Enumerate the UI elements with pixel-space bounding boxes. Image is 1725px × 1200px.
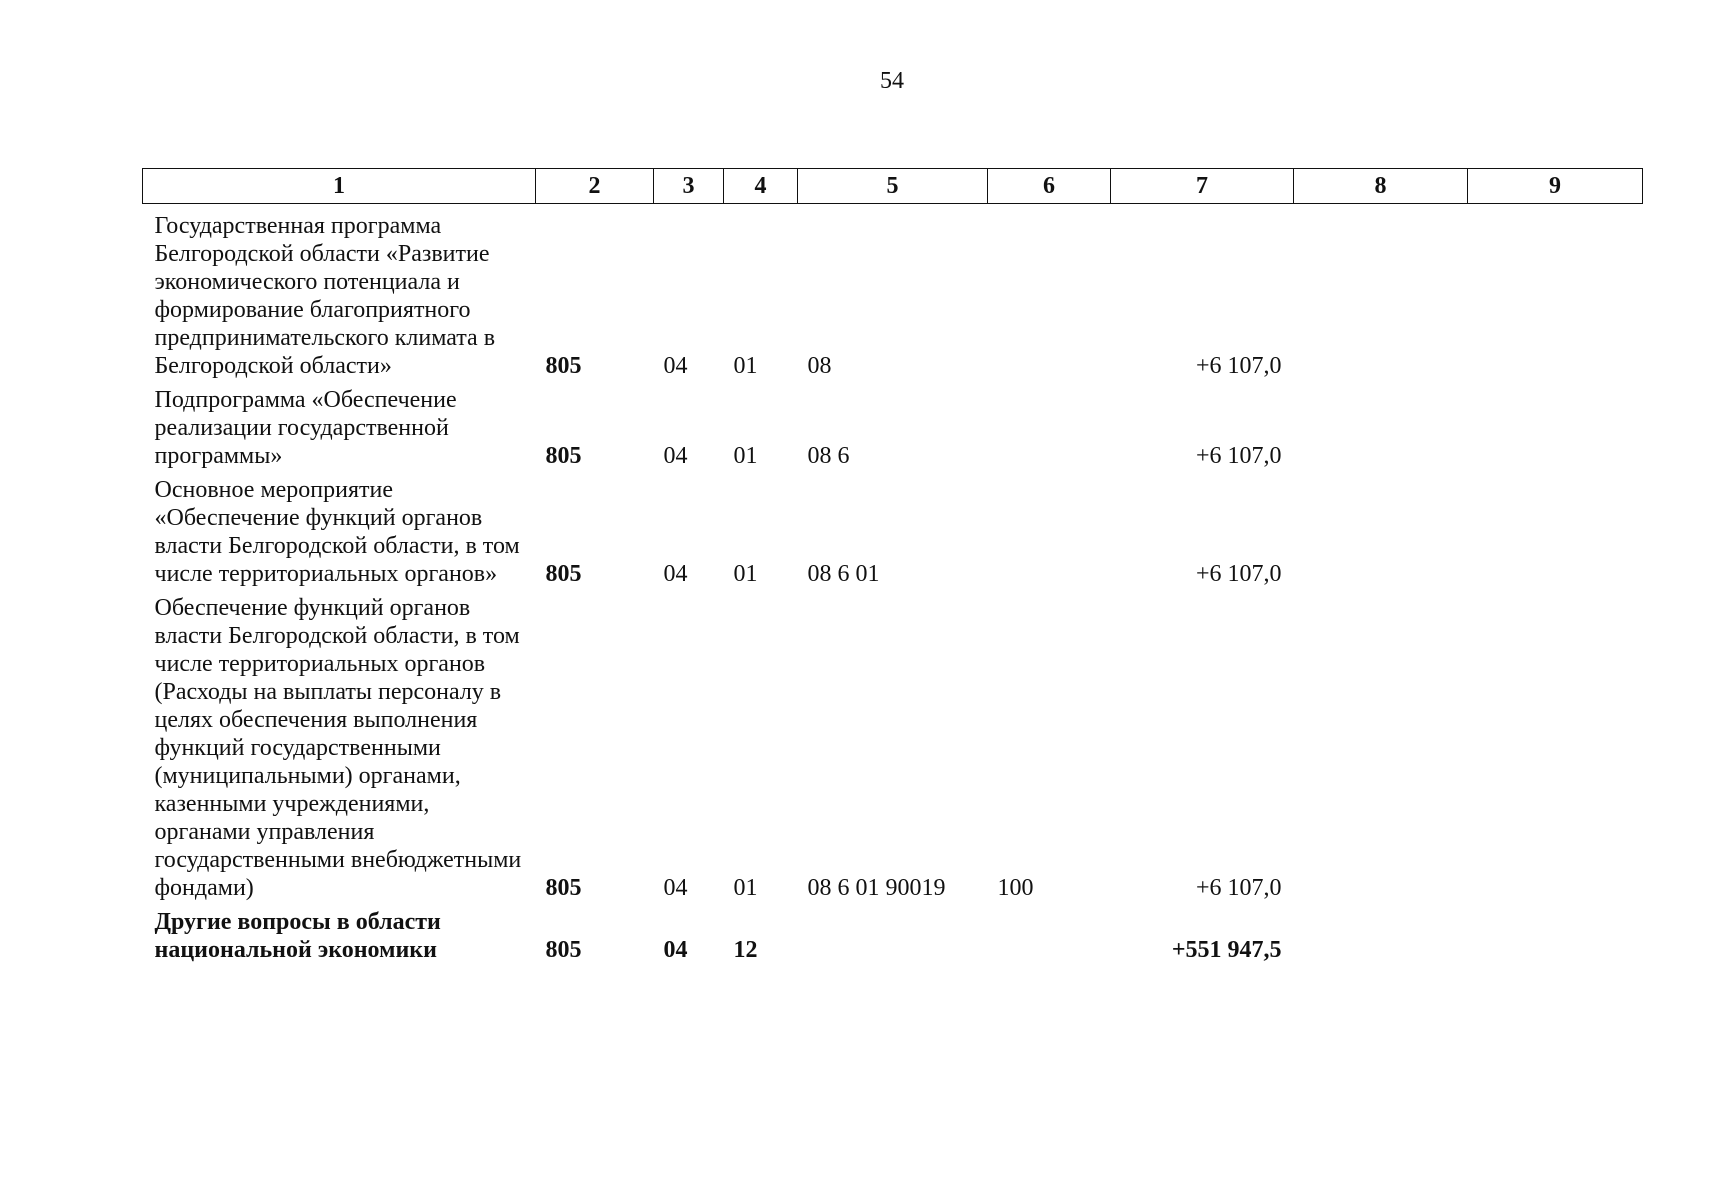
col-header-5: 5 <box>798 169 988 204</box>
row-c8 <box>1294 472 1468 590</box>
row-c8 <box>1294 590 1468 904</box>
row-c7: +6 107,0 <box>1195 875 1282 901</box>
row-c6 <box>988 904 1111 966</box>
table-row <box>143 904 1643 966</box>
row-c2: 805 <box>545 353 582 379</box>
row-c4: 01 <box>733 353 758 379</box>
row-c3: 04 <box>663 937 688 963</box>
table-row <box>143 590 1643 904</box>
page-number: 54 <box>880 68 904 94</box>
col-header-6: 6 <box>988 169 1111 204</box>
col-header-9: 9 <box>1468 169 1643 204</box>
row-c5: 08 6 01 <box>807 561 880 587</box>
row-c3: 04 <box>663 875 688 901</box>
row-name: Другие вопросы в области национальной экономики <box>154 909 441 963</box>
budget-table <box>142 168 1643 966</box>
row-c5: 08 <box>807 353 832 379</box>
row-c8 <box>1294 904 1468 966</box>
row-c8 <box>1294 382 1468 472</box>
row-c3: 04 <box>663 443 688 469</box>
row-c9 <box>1468 590 1643 904</box>
row-name: Подпрограмма «Обеспечение реализации государственной программы» <box>154 387 457 469</box>
row-c9 <box>1468 204 1643 383</box>
row-c4: 01 <box>733 443 758 469</box>
row-c2: 805 <box>545 561 582 587</box>
table-row <box>143 382 1643 472</box>
col-header-7: 7 <box>1111 169 1294 204</box>
table-row <box>143 472 1643 590</box>
row-c8 <box>1294 204 1468 383</box>
row-c2: 805 <box>545 875 582 901</box>
row-c5 <box>798 904 988 966</box>
row-c7: +6 107,0 <box>1195 561 1282 587</box>
row-c9 <box>1468 382 1643 472</box>
row-c4: 01 <box>733 875 758 901</box>
row-c9 <box>1468 904 1643 966</box>
row-c5: 08 6 01 90019 <box>807 875 946 901</box>
col-header-8: 8 <box>1294 169 1468 204</box>
row-c6: 100 <box>997 875 1034 901</box>
row-c7: +551 947,5 <box>1171 937 1282 963</box>
row-c5: 08 6 <box>807 443 850 469</box>
row-name: Основное мероприятие «Обеспечение функций органов власти Белгородской области, в том числе территориальных органов» <box>154 477 520 587</box>
row-name: Обеспечение функций органов власти Белгородской области, в том числе территориальных органов (Расходы на выплаты персоналу в целях обеспечения выполнения функций государственными (муниципальными) органами, казенными учреждениями, органами управления государственными внебюджетными фондами) <box>154 595 522 901</box>
row-c6 <box>988 382 1111 472</box>
row-c2: 805 <box>545 443 582 469</box>
row-c3: 04 <box>663 561 688 587</box>
col-header-4: 4 <box>724 169 798 204</box>
row-c6 <box>988 204 1111 383</box>
row-c7: +6 107,0 <box>1195 353 1282 379</box>
row-c4: 12 <box>733 937 758 963</box>
row-c3: 04 <box>663 353 688 379</box>
row-c9 <box>1468 472 1643 590</box>
col-header-3: 3 <box>654 169 724 204</box>
row-c2: 805 <box>545 937 582 963</box>
header-row <box>143 169 1643 204</box>
row-c4: 01 <box>733 561 758 587</box>
row-c7: +6 107,0 <box>1195 443 1282 469</box>
row-c6 <box>988 472 1111 590</box>
col-header-1: 1 <box>143 169 536 204</box>
row-name: Государственная программа Белгородской области «Развитие экономического потенциала и формирование благоприятного предпринимательского климата в Белгородской области» <box>154 213 496 379</box>
col-header-2: 2 <box>536 169 654 204</box>
table-row <box>143 204 1643 383</box>
